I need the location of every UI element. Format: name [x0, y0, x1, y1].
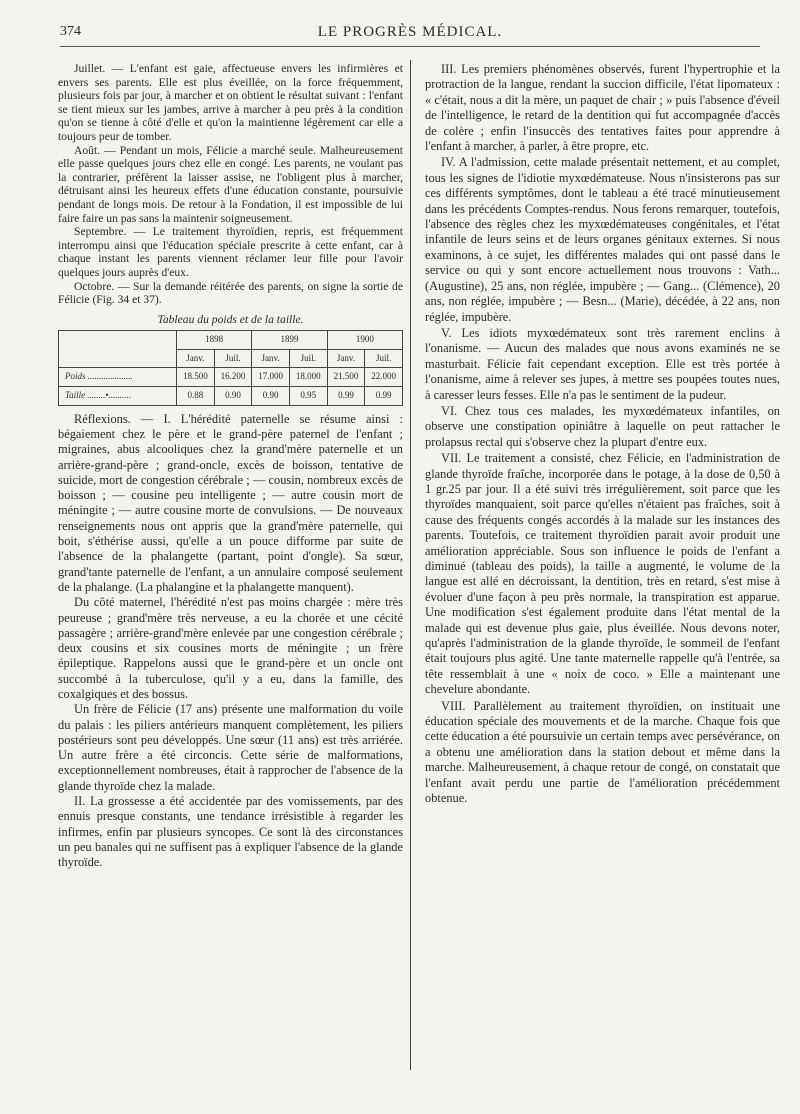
table-cell: 0.90	[252, 387, 290, 406]
year-header: 1898	[177, 331, 252, 350]
table-cell: 0.88	[177, 387, 215, 406]
paragraph: III. Les premiers phénomènes observés, furent l'hypertrophie et la protraction de la langue, rendant la succion difficile, l'état lipomateux : « c'était, nous a dit la mère, un paquet de chair ; » puis l'absence d'éveil de l'intelligence, le retard de la dentition qui fut accompagnée d'accès de colère ; enfin l'insuccès des tentatives faites pour apprendre à l'enfant à marcher, à parler, à être propre, etc.	[425, 62, 780, 154]
month-header: Janv.	[252, 349, 290, 368]
paragraph: Octobre. — Sur la demande réitérée des parents, on signe la sortie de Félicie (Fig. 34 et 37).	[58, 279, 403, 307]
paragraph: Réflexions. — I. L'hérédité paternelle se résume ainsi : bégaiement chez le père et le grand-père paternel de l'enfant ; migraines, abus alcooliques chez la grand'mère paternelle et un arrière-grand-père ; grand-oncle, excès de boisson, tentative de suicide, mort de congestion cérébrale ; — cousin, nombreux excès de boisson ; — cousine peu intelligente ; — autre cousin mort de méningite ; — autre cousine morte de convulsions. — De nouveaux renseignements nous ont appris que la grand'mère paternelle, qui boit, s'éthérise aussi, qu'elle a un pouce difforme par suite de l'absence de la phalangette (partant, point d'ongle). Sa sœur, grand'tante paternelle de l'enfant, a un annulaire composé seulement de la phalange. (La phalangine et la phalangette manquent).	[58, 411, 403, 594]
table-cell: 18.500	[177, 368, 215, 387]
month-header: Juil.	[214, 349, 252, 368]
month-header: Juil.	[289, 349, 327, 368]
paragraph: Septembre. — Le traitement thyroïdien, repris, est fréquemment interrompu ainsi que l'éducation spéciale prescrite à cette enfant, car à chaque instant les parents viennent réclamer leur fille pour l'avoir quelques jours auprès d'eux.	[58, 225, 403, 279]
left-column	[58, 62, 403, 871]
month-header: Janv.	[327, 349, 365, 368]
month-header: Juil.	[365, 349, 403, 368]
table-row	[59, 368, 403, 387]
year-header: 1900	[327, 331, 402, 350]
table-cell: 21.500	[327, 368, 365, 387]
page-header	[60, 24, 760, 47]
paragraph: Août. — Pendant un mois, Félicie a marché seule. Malheureusement elle passe quelques jours chez elle en congé. Les parents, ne voulant pas la contrarier, préfèrent la laisser assise, ne l'obligent plus à marcher, détruisant ainsi les heureux effets d'une éducation constante, poursuivie pendant de longs mois. De retour à la Fondation, il est impossible de lui faire faire un pas sans la maintenir soigneusement.	[58, 143, 403, 225]
table-row	[59, 387, 403, 406]
year-header: 1899	[252, 331, 327, 350]
table-cell: 16.200	[214, 368, 252, 387]
paragraph: Juillet. — L'enfant est gaie, affectueuse envers les infirmières et envers ses parents. Elle est plus éveillée, on la force fréquemment, plusieurs fois par jour, à marcher et on obtient le résultat suivant : l'enfant se tient mieux sur les jambes, arrive à marcher à peu près à la condition qu'on se tienne à côté d'elle et qu'on la maintienne légèrement car elle a toujours peur de tomber.	[58, 62, 403, 143]
row-label: Poids ....................	[59, 368, 177, 387]
paragraph: Du côté maternel, l'hérédité n'est pas moins chargée : mère très peureuse ; grand'mère très nerveuse, a eu la chorée et une cécité passagère ; arrière-grand'mère enlevée par une congestion cérébrale ; deux cousins et six cousines morts de méningite ; un frère épileptique. Rappelons aussi que le grand-père et un oncle ont succombé à la tuberculose, qu'il y a eu, dans la famille, des coxalgiques et des bossus.	[58, 595, 403, 701]
month-header: Janv.	[177, 349, 215, 368]
table-corner	[59, 331, 177, 368]
left-paragraphs-top	[58, 62, 403, 307]
row-label: Taille ........•..........	[59, 387, 177, 406]
table-cell: 18.000	[289, 368, 327, 387]
paragraph: VIII. Parallèlement au traitement thyroïdien, on instituait une éducation spéciale des mouvements et de la marche. Chaque fois que cette éducation a été poursuivie un certain temps avec persévérance, on a obtenu une amélioration dans la station debout et même dans la marche. Malheureusement, à chaque retour de congé, on constatait que l'enfant avait perdu une partie de l'amélioration précédemment obtenue.	[425, 698, 780, 806]
table-cell: 22.000	[365, 368, 403, 387]
left-paragraphs-bottom	[58, 412, 403, 871]
paragraph: VI. Chez tous ces malades, les myxœdémateux infantiles, on observe une constipation opiniâtre à laquelle on peut rattacher le prolapsus rectal qui s'observe chez la plupart d'entre eux.	[425, 403, 780, 449]
paragraph: II. La grossesse a été accidentée par des vomissements, par des ennuis presque constants, une tendance irrésistible à regarder les infirmes, enfin par plusieurs syncopes. Ce sont là des circonstances un peu banales qui ne suffisent pas à expliquer l'absence de la glande thyroïde.	[58, 794, 403, 870]
table-cell: 17.000	[252, 368, 290, 387]
table-title: Tableau du poids et de la taille.	[157, 312, 304, 326]
table-row	[59, 331, 403, 350]
weight-height-table	[58, 330, 403, 405]
table-cell: 0.95	[289, 387, 327, 406]
paragraph: Un frère de Félicie (17 ans) présente une malformation du voile du palais : les piliers antérieurs manquent complètement, les piliers postérieurs sont peu développés. Une sœur (11 ans) est très arriérée. Un autre frère a été circoncis. Cette série de malformations, exceptionnellement nombreuses, était à rapprocher de l'absence de la glande thyroïde chez la malade.	[58, 702, 403, 793]
column-divider	[410, 60, 411, 1070]
paragraph: VII. Le traitement a consisté, chez Félicie, en l'administration de glande thyroïde fraîche, incorporée dans le potage, à la dose de 0,50 à 1 gr.25 par jour. Il a été suivi très irrégulièrement, soit parce que les thyroïdes manquaient, soit parce qu'elles n'étaient pas fraîches, soit à cause des fréquents congés accordés à la malade sur les instances des parents. Toutefois, ce traitement thyroïdien parait avoir produit une amélioration appréciable. Sous son influence le poids de l'enfant a diminué (tableau des poids), la taille a augmenté, le volume de la langue est allé en décroissant, la dentition, très en retard, s'est mise à évoluer d'une façon à peu près normale, la transpiration est apparue. Une modification s'est également produite dans l'état mental de la malade qui est devenue plus gaie, plus éveillée. Nous devons noter, qu'après l'administration de la glande thyroïde, le sommeil de l'enfant était toujours plus agité. Une tante maternelle rappelle qu'à l'entrée, sa tête ressemblait à une « noix de coco. » Elle a maintenant une chevelure abondante.	[425, 451, 780, 697]
journal-title: LE PROGRÈS MÉDICAL.	[317, 24, 503, 40]
paragraph: IV. A l'admission, cette malade présentait nettement, et au complet, tous les signes de l'idiotie myxœdémateuse. Nous n'insisterons pas sur ces différents symptômes, dont le tableau a été tracé minutieusement dans les précédents Comptes-rendus. Nous ferons remarquer, toutefois, l'absence des règles chez les myxœdémateuses congénitales, et l'état infantile de leurs seins et de leurs organes génitaux externes. Si nous examinons, à ce sujet, les différentes malades qui ont passé dans le service ou qui y sont encore actuellement nous trouvons : Vath... (Augustine), 25 ans, non réglée, impubère ; — Gang... (Clémence), 20 ans, non réglée, impubère ; — Besn... (Marie), décédée, à 22 ans, non réglée, impubère.	[425, 155, 780, 324]
table-cell: 0.99	[365, 387, 403, 406]
table-cell: 0.90	[214, 387, 252, 406]
table-cell: 0.99	[327, 387, 365, 406]
right-column	[425, 62, 780, 808]
paragraph: V. Les idiots myxœdémateux sont très rarement enclins à l'onanisme. — Aucun des malades que nous avons examinés ne se masturbait. Félicie fait cependant exception. Elle est très portée à l'onanisme, aime à relever ses jupes, à mettre ses poupées toutes nues, à caresser leurs fesses. Elle n'a pas le sentiment de la pudeur.	[425, 325, 780, 402]
page-number: 374	[60, 24, 81, 39]
